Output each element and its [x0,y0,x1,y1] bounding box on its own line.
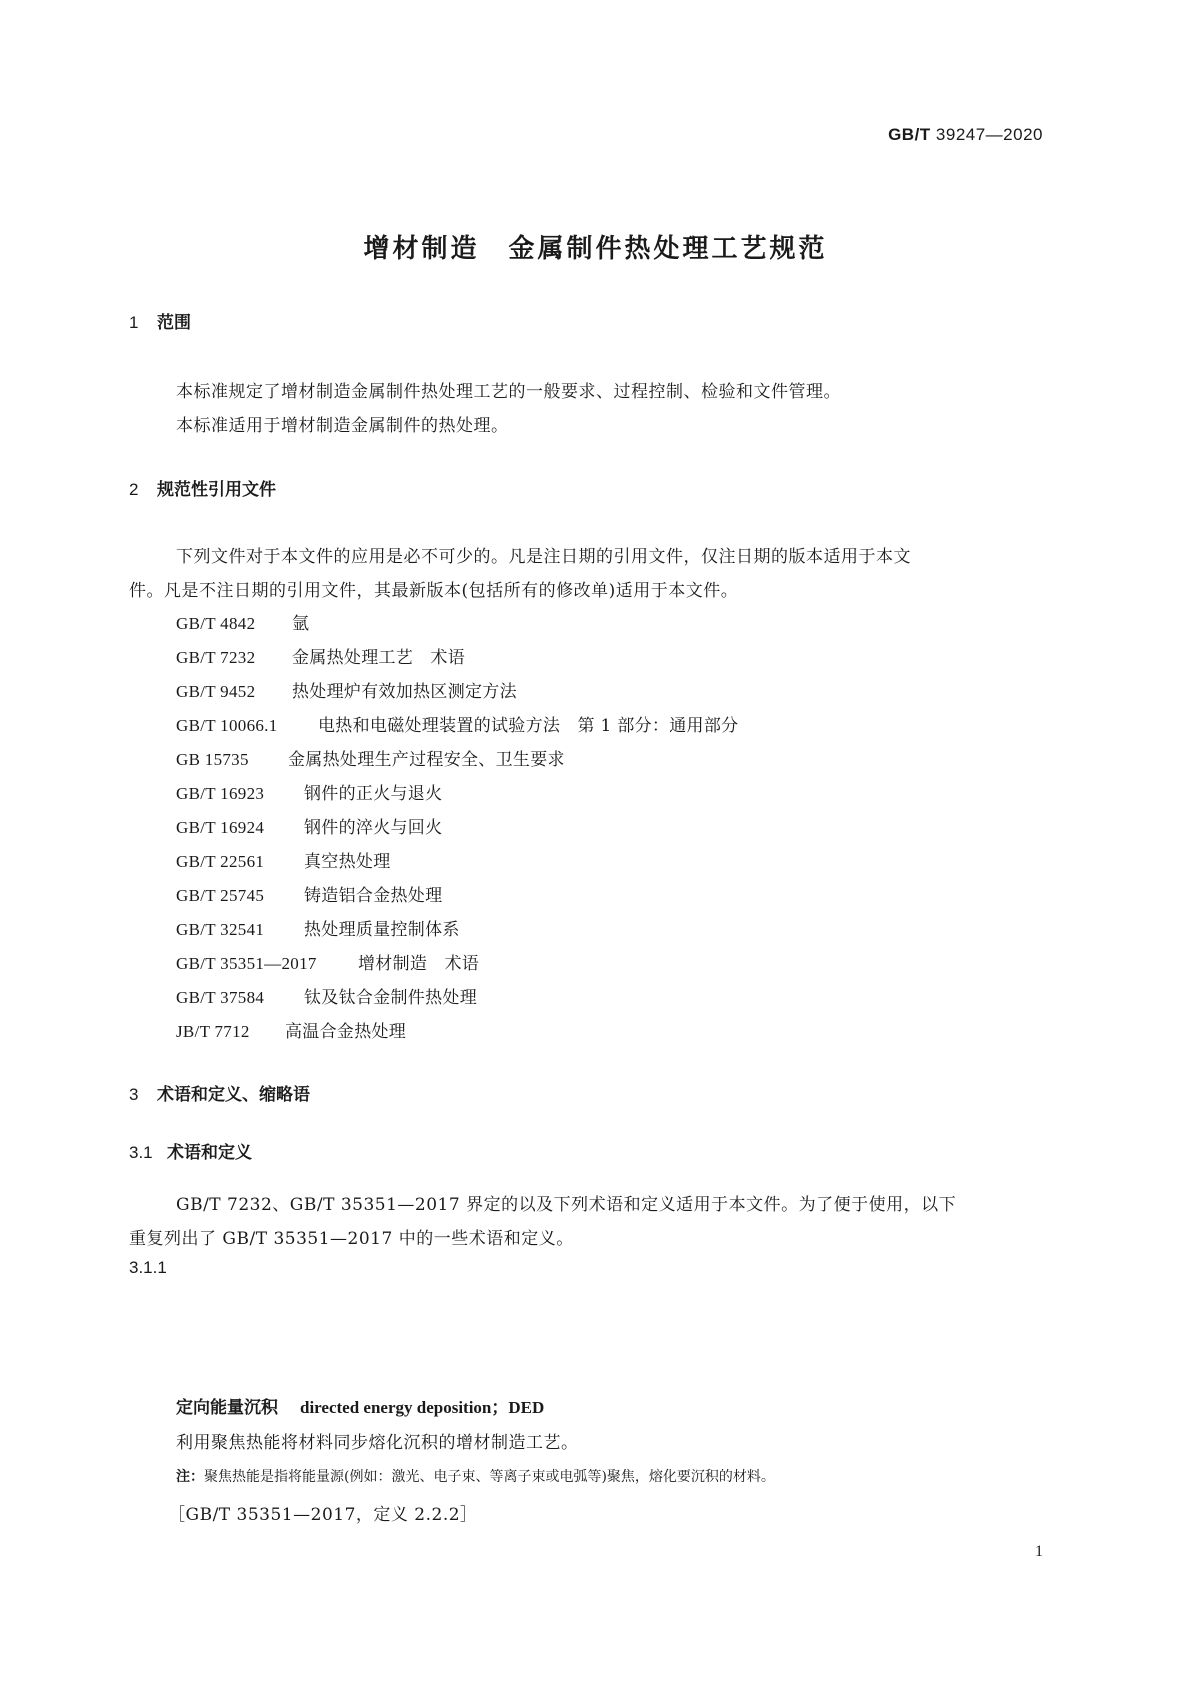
section-3-1-1-number: 3.1.1 [129,1258,167,1277]
document-title: 增材制造 金属制件热处理工艺规范 [363,234,828,264]
section-number: 2 [129,480,139,499]
reference-item [176,915,460,940]
standard-number: 39247—2020 [935,125,1043,144]
reference-title: 铸造铝合金热处理 [304,886,443,906]
standard-prefix: GB/T [888,125,931,144]
reference-title: 真空热处理 [304,852,391,872]
reference-title: 金属热处理工艺 术语 [292,648,465,668]
reference-title: 金属热处理生产过程安全、卫生要求 [288,750,565,770]
section-3-heading [129,1080,310,1105]
term-chinese: 定向能量沉积 [176,1398,278,1418]
reference-item [176,677,517,702]
reference-item [176,609,309,634]
reference-code: GB/T 25745 [176,886,265,905]
reference-title: 热处理炉有效加热区测定方法 [292,682,517,702]
section-title: 术语和定义 [167,1143,252,1163]
reference-item [176,779,442,804]
reference-code: GB/T 7232 [176,648,256,667]
section-number: 1 [129,313,139,332]
reference-title: 氩 [292,614,310,634]
references-intro-line-2: 件。凡是不注日期的引用文件，其最新版本(包括所有的修改单)适用于本文件。 [129,581,739,601]
reference-code: GB/T 10066.1 [176,716,278,735]
term-heading [176,1393,544,1418]
reference-code: GB/T 16924 [176,818,265,837]
reference-code: GB 15735 [176,750,249,769]
reference-title: 钛及钛合金制件热处理 [304,988,477,1008]
note-label: 注： [176,1469,204,1485]
section-2-heading [129,475,276,500]
note-text: 聚焦热能是指将能量源(例如：激光、电子束、等离子束或电弧等)聚焦，熔化要沉积的材料。 [204,1469,775,1485]
reference-item [176,949,479,974]
section-3-1-heading [129,1138,252,1163]
reference-item [176,813,442,838]
section-title: 范围 [157,313,191,333]
scope-paragraph-1: 本标准规定了增材制造金属制件热处理工艺的一般要求、过程控制、检验和文件管理。 [176,382,841,402]
reference-code: GB/T 9452 [176,682,256,701]
section-1-heading [129,308,191,333]
scope-paragraph-2: 本标准适用于增材制造金属制件的热处理。 [176,416,509,436]
section-title: 术语和定义、缩略语 [157,1085,310,1105]
reference-code: GB/T 37584 [176,988,265,1007]
reference-code: GB/T 35351—2017 [176,954,317,973]
term-source: ［GB/T 35351—2017，定义 2.2.2］ [168,1505,478,1525]
section-number: 3 [129,1085,139,1104]
reference-title: 钢件的正火与退火 [304,784,443,804]
section-title: 规范性引用文件 [157,480,276,500]
reference-code: GB/T 4842 [176,614,256,633]
standard-code [888,125,1043,145]
term-definition: 利用聚焦热能将材料同步熔化沉积的增材制造工艺。 [176,1433,579,1453]
reference-item [176,745,565,770]
reference-item [176,711,738,736]
terms-intro-line-2: 重复列出了 GB/T 35351—2017 中的一些术语和定义。 [129,1229,574,1249]
reference-code: JB/T 7712 [176,1022,250,1041]
reference-item [176,881,442,906]
reference-title: 钢件的淬火与回火 [304,818,443,838]
section-number: 3.1 [129,1143,153,1162]
reference-title: 电热和电磁处理装置的试验方法 第 1 部分：通用部分 [318,716,739,736]
term-note [176,1466,775,1486]
reference-title: 热处理质量控制体系 [304,920,460,940]
reference-title: 高温合金热处理 [285,1022,407,1042]
reference-item [176,983,477,1008]
reference-item [176,847,391,872]
reference-item [176,643,465,668]
terms-intro-line-1: GB/T 7232、GB/T 35351—2017 界定的以及下列术语和定义适用于本文件。为了便于使用，以下 [176,1195,957,1215]
reference-code: GB/T 16923 [176,784,265,803]
reference-title: 增材制造 术语 [358,954,480,974]
reference-code: GB/T 32541 [176,920,265,939]
reference-code: GB/T 22561 [176,852,265,871]
term-english: directed energy deposition；DED [300,1398,545,1417]
reference-item [176,1017,406,1042]
page-number: 1 [1035,1543,1043,1560]
references-intro-line-1: 下列文件对于本文件的应用是必不可少的。凡是注日期的引用文件，仅注日期的版本适用于本文 [176,547,911,567]
